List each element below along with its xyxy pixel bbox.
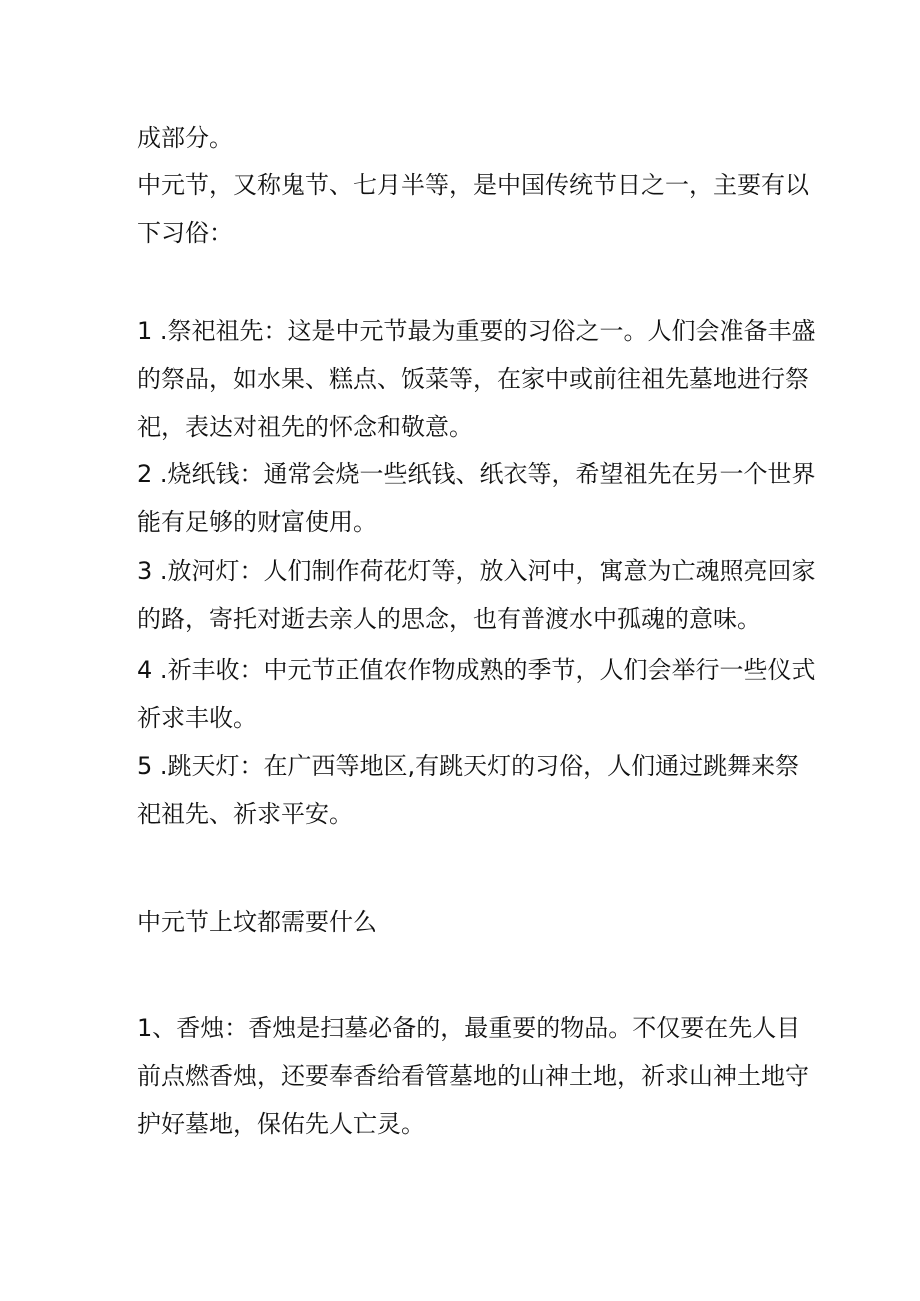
paragraph-intro: [137, 161, 809, 257]
text-line: 前点燃香烛，还要奉香给看管墓地的山神土地，祈求山神土地守: [137, 1062, 809, 1090]
text-line: 祀祖先、祈求平安。: [137, 800, 353, 828]
text-line: 5 .跳天灯：在广西等地区,有跳天灯的习俗，人们通过跳舞来祭: [137, 752, 800, 780]
text-line: 能有足够的财富使用。: [137, 508, 377, 536]
list-item-harvest-prayer: [137, 646, 816, 742]
text-line: 中元节，又称鬼节、七月半等，是中国传统节日之一，主要有以: [137, 171, 809, 199]
text-line: 的祭品，如水果、糕点、饭菜等，在家中或前往祖先墓地进行祭: [137, 365, 809, 393]
text-line: 2 .烧纸钱：通常会烧一些纸钱、纸衣等，希望祖先在另一个世界: [137, 460, 816, 488]
text-line: 1 .祭祀祖先：这是中元节最为重要的习俗之一。人们会准备丰盛: [137, 317, 816, 345]
text-line: 3 .放河灯：人们制作荷花灯等，放入河中，寓意为亡魂照亮回家: [137, 557, 816, 585]
text-line: 下习俗：: [137, 219, 233, 247]
paragraph-continuation: [137, 114, 797, 162]
list-item-burning-paper-money: [137, 450, 816, 546]
section-heading: 中元节上坟都需要什么: [137, 908, 377, 936]
text-line: 1、香烛：香烛是扫墓必备的，最重要的物品。不仅要在先人目: [137, 1014, 801, 1042]
list-item-river-lanterns: [137, 547, 816, 643]
list-item-ancestor-worship: [137, 307, 816, 451]
text-line: 的路，寄托对逝去亲人的思念，也有普渡水中孤魂的意味。: [137, 605, 761, 633]
list-item-sky-lantern-dance: [137, 742, 800, 838]
text-line: 护好墓地，保佑先人亡灵。: [137, 1110, 425, 1138]
text-line: 成部分。: [137, 124, 233, 152]
text-line: 祀，表达对祖先的怀念和敬意。: [137, 413, 473, 441]
text-line: 祈求丰收。: [137, 704, 257, 732]
list-item-incense-candles: [137, 1004, 809, 1148]
text-line: 4 .祈丰收：中元节正值农作物成熟的季节，人们会举行一些仪式: [137, 656, 816, 684]
